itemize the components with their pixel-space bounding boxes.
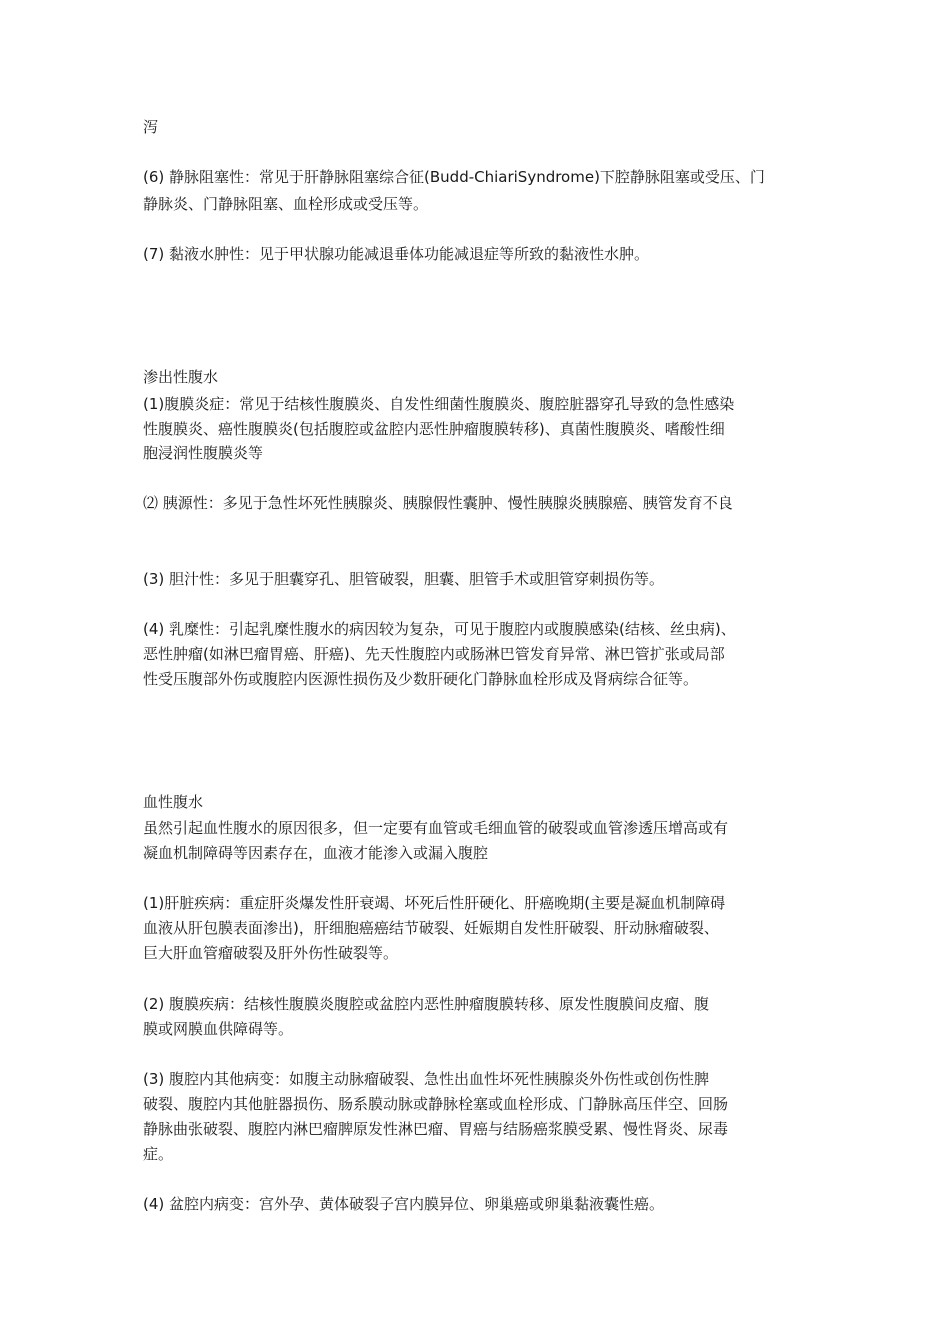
paragraph-line: (4) 乳糜性：引起乳糜性腹水的病因较为复杂，可见于腹腔内或腹膜感染(结核、丝虫病)、 (143, 620, 736, 638)
paragraph-line: 性腹膜炎、癌性腹膜炎(包括腹腔或盆腔内恶性肿瘤腹膜转移)、真菌性腹膜炎、嗜酸性细 (143, 420, 725, 438)
paragraph-line: 性受压腹部外伤或腹腔内医源性损伤及少数肝硬化门静脉血栓形成及肾病综合征等。 (143, 670, 699, 688)
section-heading-exudative: 渗出性腹水 (143, 368, 219, 386)
paragraph-line: ⑵ 胰源性：多见于急性坏死性胰腺炎、胰腺假性囊肿、慢性胰腺炎胰腺癌、胰管发育不良 (143, 494, 733, 512)
paragraph-line: (1)腹膜炎症：常见于结核性腹膜炎、自发性细菌性腹膜炎、腹腔脏器穿孔导致的急性感染 (143, 395, 735, 413)
paragraph-line: 胞浸润性腹膜炎等 (143, 444, 264, 462)
paragraph-line: 症。 (143, 1145, 174, 1163)
paragraph-line: (3) 胆汁性：多见于胆囊穿孔、胆管破裂，胆囊、胆管手术或胆管穿刺损伤等。 (143, 570, 665, 588)
paragraph-line: (6) 静脉阻塞性：常见于肝静脉阻塞综合征(Budd-ChiariSyndrome)下腔静脉阻塞或受压、门 (143, 168, 765, 186)
paragraph-line: 凝血机制障碍等因素存在，血液才能渗入或漏入腹腔 (143, 844, 489, 862)
paragraph-line: (1)肝脏疾病：重症肝炎爆发性肝衰竭、坏死后性肝硬化、肝癌晚期(主要是凝血机制障碍 (143, 894, 726, 912)
paragraph-line: 破裂、腹腔内其他脏器损伤、肠系膜动脉或静脉栓塞或血栓形成、门静脉高压伴空、回肠 (143, 1095, 729, 1113)
paragraph-line: 虽然引起血性腹水的原因很多，但一定要有血管或毛细血管的破裂或血管渗透压增高或有 (143, 819, 729, 837)
paragraph-line: (4) 盆腔内病变：宫外孕、黄体破裂子宫内膜异位、卵巢癌或卵巢黏液囊性癌。 (143, 1195, 665, 1213)
paragraph-line: 血液从肝包膜表面渗出)，肝细胞癌癌结节破裂、妊娠期自发性肝破裂、肝动脉瘤破裂、 (143, 919, 719, 937)
paragraph-line: 巨大肝血管瘤破裂及肝外伤性破裂等。 (143, 944, 399, 962)
section-heading-bloody: 血性腹水 (143, 793, 204, 811)
paragraph-line: (3) 腹腔内其他病变：如腹主动脉瘤破裂、急性出血性坏死性胰腺炎外伤性或创伤性脾 (143, 1070, 710, 1088)
paragraph-line: 恶性肿瘤(如淋巴瘤胃癌、肝癌)、先天性腹腔内或肠淋巴管发育异常、淋巴管扩张或局部 (143, 645, 725, 663)
paragraph-line: 静脉曲张破裂、腹腔内淋巴瘤脾原发性淋巴瘤、胃癌与结肠癌浆膜受累、慢性肾炎、尿毒 (143, 1120, 729, 1138)
paragraph-line: 膜或网膜血供障碍等。 (143, 1020, 294, 1038)
paragraph-line: (2) 腹膜疾病：结核性腹膜炎腹腔或盆腔内恶性肿瘤腹膜转移、原发性腹膜间皮瘤、腹 (143, 995, 710, 1013)
paragraph-line: 静脉炎、门静脉阻塞、血栓形成或受压等。 (143, 195, 429, 213)
paragraph-line: (7) 黏液水肿性：见于甲状腺功能减退垂体功能减退症等所致的黏液性水肿。 (143, 245, 650, 263)
fragment-text: 泻 (143, 118, 159, 136)
